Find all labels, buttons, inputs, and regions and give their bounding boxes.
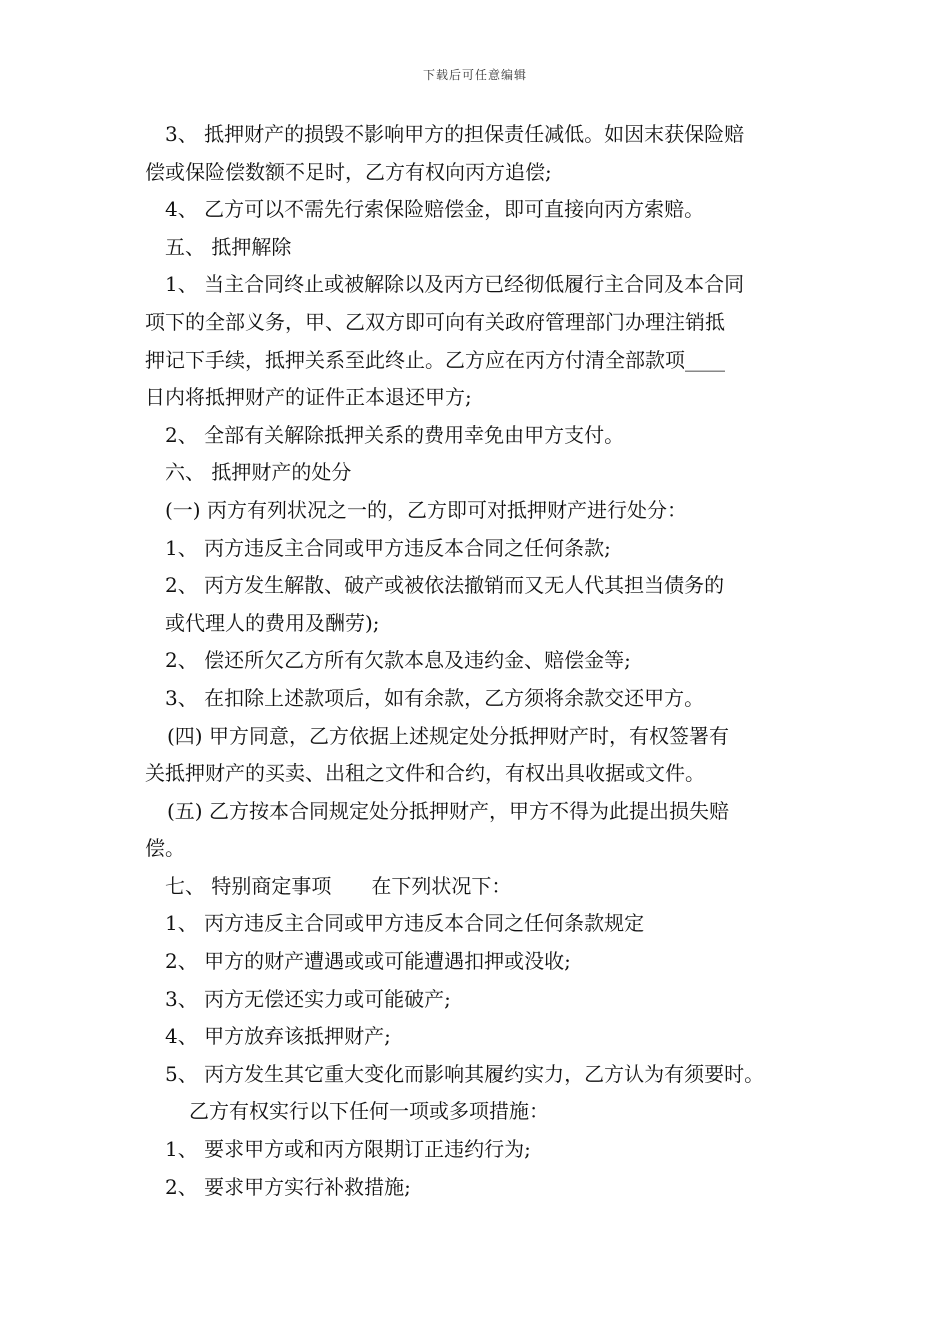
text-line: 1、 当主合同终止或被解除以及丙方已经彻低履行主合同及本合同 [165,272,745,297]
text-line: (四) 甲方同意，乙方依据上述规定处分抵押财产时，有权签署有 [167,723,729,748]
text-line: 2、 甲方的财产遭遇或或可能遭遇扣押或没收; [165,949,571,974]
text-line: (五) 乙方按本合同规定处分抵押财产，甲方不得为此提出损失赔 [167,798,729,823]
page-header: 下载后可任意编辑 [422,68,527,82]
text-line: 2、 丙方发生解散、破产或被依法撤销而又无人代其担当债务的 [165,573,725,598]
section-heading: 五、 抵押解除 [165,234,292,259]
text-line: 日内将抵押财产的证件正本退还甲方; [145,385,472,410]
text-line: 3、 在扣除上述款项后，如有余款，乙方须将余款交还甲方。 [165,685,705,710]
text-line: 4、 乙方可以不需先行索保险赔偿金，即可直接向丙方索赔。 [165,197,705,222]
text-line: 或代理人的费用及酬劳); [165,610,380,635]
text-line: 乙方有权实行以下任何一项或多项措施： [189,1099,549,1124]
text-line: (一) 丙方有列状况之一的，乙方即可对抵押财产进行处分： [165,497,687,522]
text-line: 偿或保险偿数额不足时，乙方有权向丙方追偿; [145,159,552,184]
text-line: 3、 抵押财产的损毁不影响甲方的担保责任减低。如因末获保险赔 [165,122,745,146]
text-line: 关抵押财产的买卖、出租之文件和合约，有权出具收据或文件。 [145,761,705,786]
document-body [145,116,835,1206]
text-line: 1、 要求甲方或和丙方限期订正违约行为; [165,1137,531,1162]
section-heading: 六、 抵押财产的处分 [165,460,352,485]
text-line: 2、 要求甲方实行补救措施; [165,1174,411,1199]
text-line: 2、 偿还所欠乙方所有欠款本息及违约金、赔偿金等; [165,648,631,673]
text-line: 押记下手续，抵押关系至此终止。乙方应在丙方付清全部款项____ [145,347,725,372]
text-line: 1、 丙方违反主合同或甲方违反本合同之任何条款规定 [165,911,645,936]
text-line: 偿。 [145,836,185,861]
text-line: 5、 丙方发生其它重大变化而影响其履约实力，乙方认为有须要时。 [165,1061,765,1086]
text-line: 项下的全部义务，甲、乙双方即可向有关政府管理部门办理注销抵 [145,309,725,334]
text-line: 4、 甲方放弃该抵押财产; [165,1024,391,1049]
text-line: 3、 丙方无偿还实力或可能破产; [165,986,451,1011]
text-line: 1、 丙方违反主合同或甲方违反本合同之任何条款; [165,535,611,560]
text-line: 2、 全部有关解除抵押关系的费用幸免由甲方支付。 [165,422,625,447]
section-heading: 七、 特别商定事项 在下列状况下： [165,873,512,898]
